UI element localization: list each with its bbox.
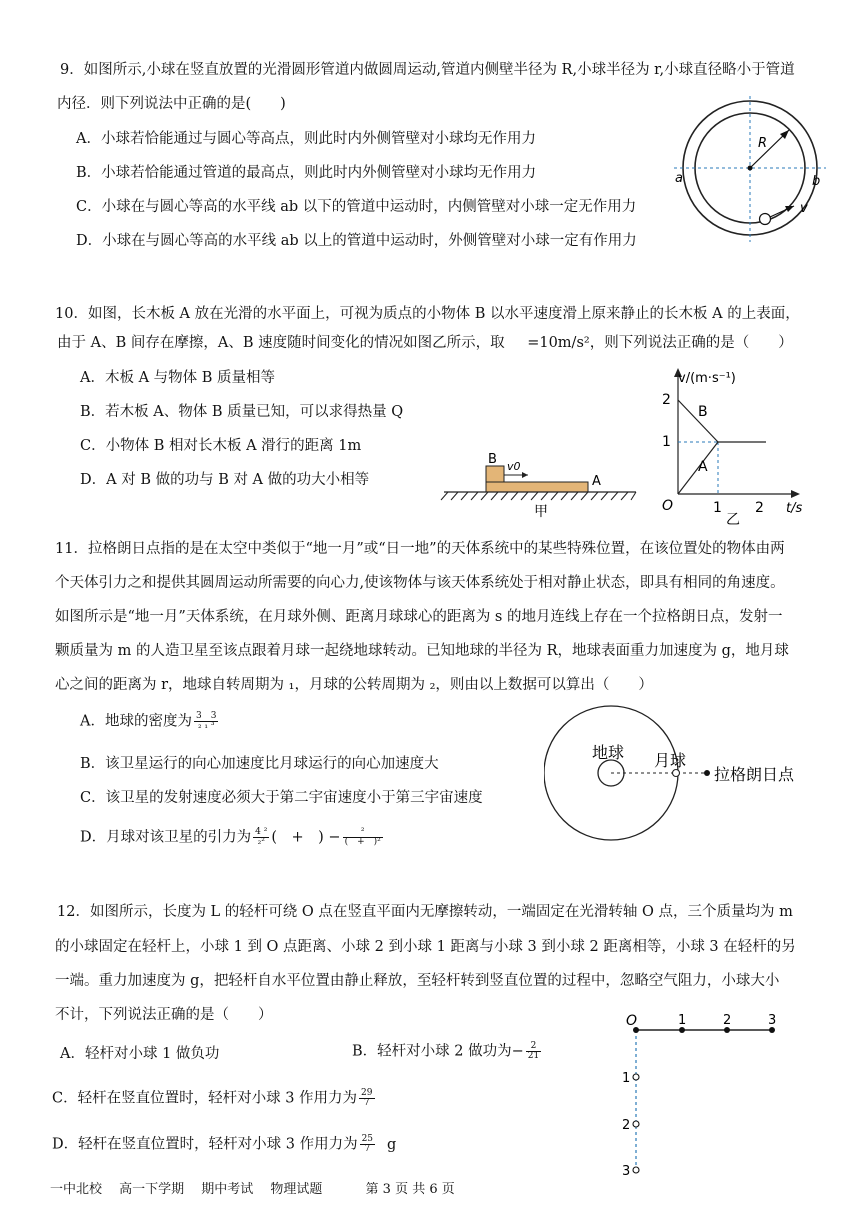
vt-ytick-1: 1 [662, 434, 671, 450]
q11-option-d-f2-den: ( + )² [344, 837, 381, 847]
q10-vt-graph [652, 364, 812, 528]
q12-option-b-prefix: B．轻杆对小球 2 做功为− [352, 1043, 524, 1060]
q10-stem-suffix: ，则下列说法正确的是（ ） [589, 335, 793, 351]
q11-option-a-fraction [194, 712, 218, 731]
label-b: b [812, 174, 821, 189]
vt-x-label: t/s [786, 501, 803, 516]
q11-stem-line5: 心之间的距离为 r，地球自转周期为 ₁，月球的公转周期为 ₂，则由以上数据可以算出（ ） [55, 677, 653, 693]
q12-option-d [52, 1135, 396, 1154]
ball-2-vertical [633, 1121, 639, 1127]
vt-xtick-1: 1 [713, 500, 722, 516]
vt-xtick-2: 2 [755, 500, 764, 516]
q11-option-d-f1-num: 4 ² [255, 827, 268, 837]
q12-option-d-prefix: D．轻杆在竖直位置时，轻杆对小球 3 作用力为 [52, 1136, 358, 1153]
q11-option-a-prefix: A．地球的密度为 [80, 713, 192, 730]
q11-option-d-prefix: D．月球对该卫星的引力为 [80, 829, 252, 846]
q11-option-d-f2-num: ² [343, 828, 383, 838]
vt-origin: O [662, 498, 674, 514]
ball [760, 214, 771, 225]
q10-option-a: A．木板 A 与物体 B 质量相等 [80, 370, 276, 386]
q12-stem-line3: 一端。重力加速度为 g，把轻杆自水平位置由静止释放，至轻杆转到竖直位置的过程中，忽略空气阻力，小球大小 [55, 973, 780, 989]
q10-stem-line1: 10．如图，长木板 A 放在光滑的水平面上，可视为质点的小物体 B 以水平速度滑上原来静止的长木板 A 的上表面， [55, 306, 800, 322]
q12-option-c-prefix: C．轻杆在竖直位置时，轻杆对小球 3 作用力为 [52, 1090, 358, 1107]
block-b [486, 466, 504, 482]
q11-option-b: B．该卫星运行的向心加速度比月球运行的向心加速度大 [80, 756, 439, 772]
q12-option-c-num: 29 [361, 1088, 373, 1098]
board-a-label: A [592, 474, 601, 489]
q11-stem-line3: 如图所示是“地一月”天体系统，在月球外侧、距离月球球心的距离为 s 的地月连线上存在一个拉格朗日点，发射一 [55, 609, 783, 625]
vt-x-arrowhead [791, 490, 800, 498]
q12-option-a: A．轻杆对小球 1 做负功 [60, 1046, 220, 1062]
label-2-horizontal: 2 [723, 1013, 732, 1028]
q9-stem-line2: 内径．则下列说法中正确的是( ) [57, 96, 286, 112]
board-a [486, 482, 588, 492]
q10-stem-line2 [57, 335, 793, 352]
q12-option-d-fraction [360, 1135, 375, 1154]
q12-option-c-den: 7 [363, 1098, 370, 1108]
q10-board-figure [436, 448, 646, 520]
moon-label: 月球 [654, 751, 687, 770]
q9-option-c: C．小球在与圆心等高的水平线 ab 以下的管道中运动时，内侧管壁对小球一定无作用力 [76, 199, 637, 215]
q12-option-c-fraction [359, 1089, 374, 1108]
q12-option-d-den: 7 [364, 1144, 371, 1154]
v0-arrowhead [522, 472, 528, 478]
q12-option-b-num: 2 [526, 1042, 541, 1052]
label-R: R [758, 136, 768, 151]
q9-option-b: B．小球若恰能通过管道的最高点，则此时内外侧管壁对小球均无作用力 [76, 165, 537, 181]
q11-option-d-fraction1 [253, 828, 269, 847]
vt-label-b: B [698, 404, 708, 420]
q12-option-b-den: 21 [527, 1051, 540, 1061]
vt-caption: 乙 [726, 512, 740, 528]
q12-rod-figure [612, 1008, 792, 1184]
lagrange-label: 拉格朗日点 [714, 765, 795, 784]
label-v: v [800, 201, 808, 216]
q9-option-a: A．小球若恰能通过与圆心等高点，则此时内外侧管壁对小球均无作用力 [76, 131, 536, 147]
vt-label-a: A [698, 459, 708, 475]
q11-lagrange-figure [544, 702, 824, 866]
q12-option-d-num: 25 [361, 1134, 374, 1144]
q11-option-d-fraction2 [343, 828, 383, 847]
q11-stem-line2: 个天体引力之和提供其圆周运动所需要的向心力,使该物体与该天体系统处于相对静止状态，即具有相同的角速度。 [55, 575, 785, 591]
q10-option-c: C．小物体 B 相对长木板 A 滑行的距离 1m [80, 438, 362, 454]
label-1-vertical: 1 [622, 1071, 631, 1086]
q12-option-b [352, 1042, 543, 1061]
label-a: a [675, 171, 683, 186]
ground-hatching [441, 492, 636, 500]
q11-option-a-den: ₂ ₁ ³ [197, 721, 215, 731]
q11-option-d [80, 828, 385, 847]
figure-jia-caption: 甲 [534, 504, 548, 520]
lagrange-point-dot [704, 770, 710, 776]
q12-stem-line2: 的小球固定在轻杆上，小球 1 到 O 点距离、小球 2 到小球 1 距离与小球 3 到小球 2 距离相等，小球 3 在轻杆的另 [55, 939, 796, 955]
q10-g-value: =10m/s² [527, 335, 590, 351]
ball-3-vertical [633, 1167, 639, 1173]
page-footer: 一中北校 高一下学期 期中考试 物理试题 第 3 页 共 6 页 [50, 1182, 455, 1197]
label-3-vertical: 3 [622, 1164, 631, 1179]
q9-stem-line1: 9．如图所示,小球在竖直放置的光滑圆形管道内做圆周运动,管道内侧壁半径为 R,小球半径为 r,小球直径略小于管道 [60, 62, 795, 78]
label-3-horizontal: 3 [768, 1013, 777, 1028]
q11-stem-line1: 11．拉格朗日点指的是在太空中类似于“地一月”或“日一地”的天体系统中的某些特殊位置，在该位置处的物体由两 [55, 541, 785, 557]
v0-label: v0 [507, 460, 521, 473]
earth-label: 地球 [592, 743, 625, 762]
q11-option-a-num: 3 3 [195, 711, 217, 721]
q10-stem-prefix: 由于 A、B 间存在摩擦，A、B 速度随时间变化的情况如图乙所示，取 [57, 335, 510, 351]
label-2-vertical: 2 [622, 1118, 631, 1133]
q11-option-a [80, 712, 220, 731]
q12-option-d-suffix: g [387, 1136, 397, 1153]
q11-stem-line4: 颗质量为 m 的人造卫星至该点跟着月球一起绕地球转动。已知地球的半径为 R，地球表面重力加速度为 g，地月球 [55, 643, 789, 659]
vt-y-label: v/(m·s⁻¹) [678, 371, 736, 386]
q12-stem-line1: 12．如图所示，长度为 L 的轻杆可绕 O 点在竖直平面内无摩擦转动，一端固定在光滑转轴 O 点，三个质量均为 m [57, 904, 793, 920]
q11-option-d-f1-den: ₂² [257, 837, 265, 847]
label-1-horizontal: 1 [678, 1013, 687, 1028]
label-o: O [626, 1013, 638, 1029]
q11-option-d-mid: ( + ) − [271, 829, 341, 846]
q9-option-d: D．小球在与圆心等高的水平线 ab 以上的管道中运动时，外侧管壁对小球一定有作用力 [76, 233, 637, 249]
block-b-label: B [488, 452, 497, 467]
q12-stem-line4: 不计，下列说法正确的是（ ） [55, 1007, 273, 1023]
q11-option-c: C．该卫星的发射速度必须大于第二宇宙速度小于第三宇宙速度 [80, 790, 483, 806]
q9-pipe-figure [672, 92, 832, 252]
q12-option-b-fraction [526, 1042, 541, 1061]
vt-ytick-2: 2 [662, 392, 671, 408]
ball-1-vertical [633, 1074, 639, 1080]
moon-dot [673, 770, 680, 777]
q10-option-b: B．若木板 A、物体 B 质量已知，可以求得热量 Q [80, 404, 404, 420]
q12-option-c [52, 1089, 377, 1108]
q10-option-d: D．A 对 B 做的功与 B 对 A 做的功大小相等 [80, 472, 370, 488]
